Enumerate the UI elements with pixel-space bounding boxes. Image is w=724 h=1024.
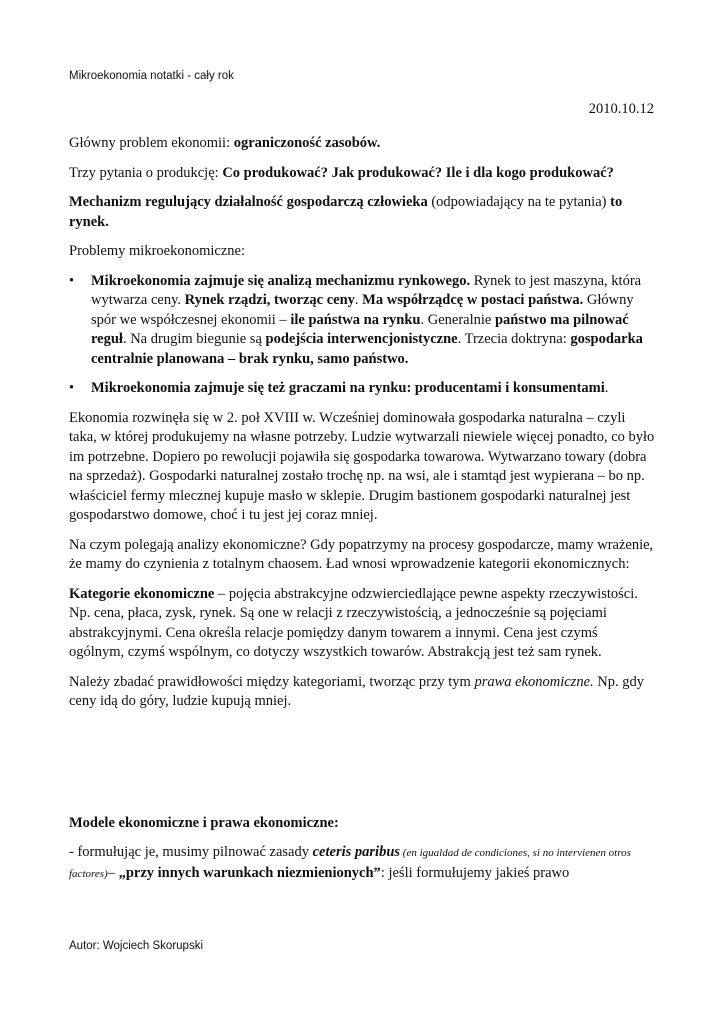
paragraph-problems-heading: Problemy mikroekonomiczne: <box>69 243 245 259</box>
text: : jeśli formułujemy jakieś prawo <box>380 864 570 881</box>
paragraph-ceteris-paribus <box>69 843 655 884</box>
bold-text: podejścia interwencjonistyczne <box>265 331 458 347</box>
bullet-item-market-players <box>69 379 655 399</box>
bold-text: to rynek. <box>69 194 623 230</box>
text: . Na drugim biegunie są <box>122 331 266 347</box>
text: - formułując je, musimy pilnować zasady <box>69 844 313 860</box>
bold-text: „przy innych warunkach niezmienionych” <box>118 864 381 881</box>
bold-text: Rynek rządzi, tworząc ceny <box>184 292 355 308</box>
bold-text: Co produkować? Jak produkować? Ile i dla kogo produkować? <box>222 164 614 181</box>
paragraph-main-problem <box>69 134 655 154</box>
text: Główny spór we współczesnej ekonomii – <box>91 292 634 328</box>
paragraph-analyses: Na czym polegają analizy ekonomiczne? Gdy popatrzymy na procesy gospodarcze, mamy wrażenie, że mamy do czynienia z totalnym chaosem. Ład wnosi wprowadzenie kategorii ekonomicznych: <box>69 536 654 572</box>
bold-text: Mechanizm regulujący działalność gospodarczą człowieka <box>69 194 428 210</box>
bold-text: Mikroekonomia zajmuje się analizą mechanizmu rynkowego. <box>91 272 471 289</box>
text: Trzy pytania o produkcję: <box>69 164 223 181</box>
document-body <box>69 134 655 894</box>
text: Główny problem ekonomii: <box>69 135 234 151</box>
text: . <box>354 292 363 308</box>
text: Rynek to jest maszyna, która wytwarza ceny. <box>91 272 642 308</box>
text: . Generalnie <box>420 311 495 328</box>
bold-text: ograniczoność zasobów. <box>233 135 381 151</box>
bold-text: Kategorie ekonomiczne <box>69 585 215 602</box>
bullet-text <box>91 272 655 370</box>
text: Np. gdy ceny idą do góry, ludzie kupują mniej. <box>69 673 644 709</box>
section-heading-models <box>69 814 655 834</box>
note-date: 2010.10.12 <box>588 101 654 117</box>
blank-space <box>69 722 655 814</box>
bullet-item-market-mechanism <box>69 272 655 370</box>
bullet-text <box>91 379 655 399</box>
paragraph-laws <box>69 673 655 712</box>
page-header: Mikroekonomia notatki - cały rok <box>69 70 234 82</box>
bold-text: Modele ekonomiczne i prawa ekonomiczne: <box>69 814 339 831</box>
bullet-icon: • <box>69 272 75 289</box>
text: . Trzecia doktryna: <box>457 331 571 347</box>
text: . <box>604 380 609 396</box>
page-footer: Autor: Wojciech Skorupski <box>69 940 204 952</box>
italic-text: prawa ekonomiczne. <box>474 673 594 690</box>
paragraph-history: Ekonomia rozwinęła się w 2. poł XVIII w. Wcześniej dominowała gospodarka naturalna – czyli taka, w której produkujemy na własne potrzeby. Ludzie wytwarzali niewiele więcej ponadto, co było im potrzebne. Dopiero po rewolucji pojawiła się gospodarka towarowa. Wytwarzano towary (dobra na sprzedaż). Gospodarki naturalnej zostało trochę np. na wsi, ale i stamtąd jest wypierana – bo np. właściciel fermy mlecznej kupuje masło w sklepie. Drugim bastionem gospodarki naturalnej jest gospodarstwo domowe, choć i tu jest jej coraz mniej. <box>69 409 655 523</box>
bold-text: Mikroekonomia zajmuje się też graczami na rynku: producentami i konsumentami <box>91 380 605 396</box>
bold-text: państwo ma pilnować reguł <box>91 311 629 347</box>
bold-text: Ma współrządcę w postaci państwa. <box>362 292 584 308</box>
text: Należy zbadać prawidłowości między kategoriami, tworząc przy tym <box>69 673 475 690</box>
text: (odpowiadający na te pytania) <box>427 194 611 210</box>
bold-italic-text: ceteris paribus <box>312 844 401 860</box>
bold-text: gospodarka centralnie planowana – brak rynku, samo państwo. <box>91 331 643 367</box>
small-italic-text: (en igualdad de condiciones, si no intervienen otros factores) <box>69 847 631 880</box>
text: – <box>107 864 119 881</box>
bold-text: ile państwa na rynku <box>290 311 421 328</box>
paragraph-mechanism <box>69 193 655 232</box>
paragraph-three-questions <box>69 164 655 184</box>
bullet-icon: • <box>69 380 75 396</box>
text: – pojęcia abstrakcyjne odzwierciedlające pewne aspekty rzeczywistości. Np. cena, płaca, zysk, rynek. Są one w relacji z rzeczywistością, a jednocześnie są pojęciami abstrakcyjnymi. Cena określa relacje pomiędzy danym towarem a innymi. Cena jest czymś ogólnym, czymś wspólnym, co dotyczy wszystkich towarów. Abstrakcją jest też sam rynek. <box>69 585 638 660</box>
paragraph-categories <box>69 585 655 663</box>
